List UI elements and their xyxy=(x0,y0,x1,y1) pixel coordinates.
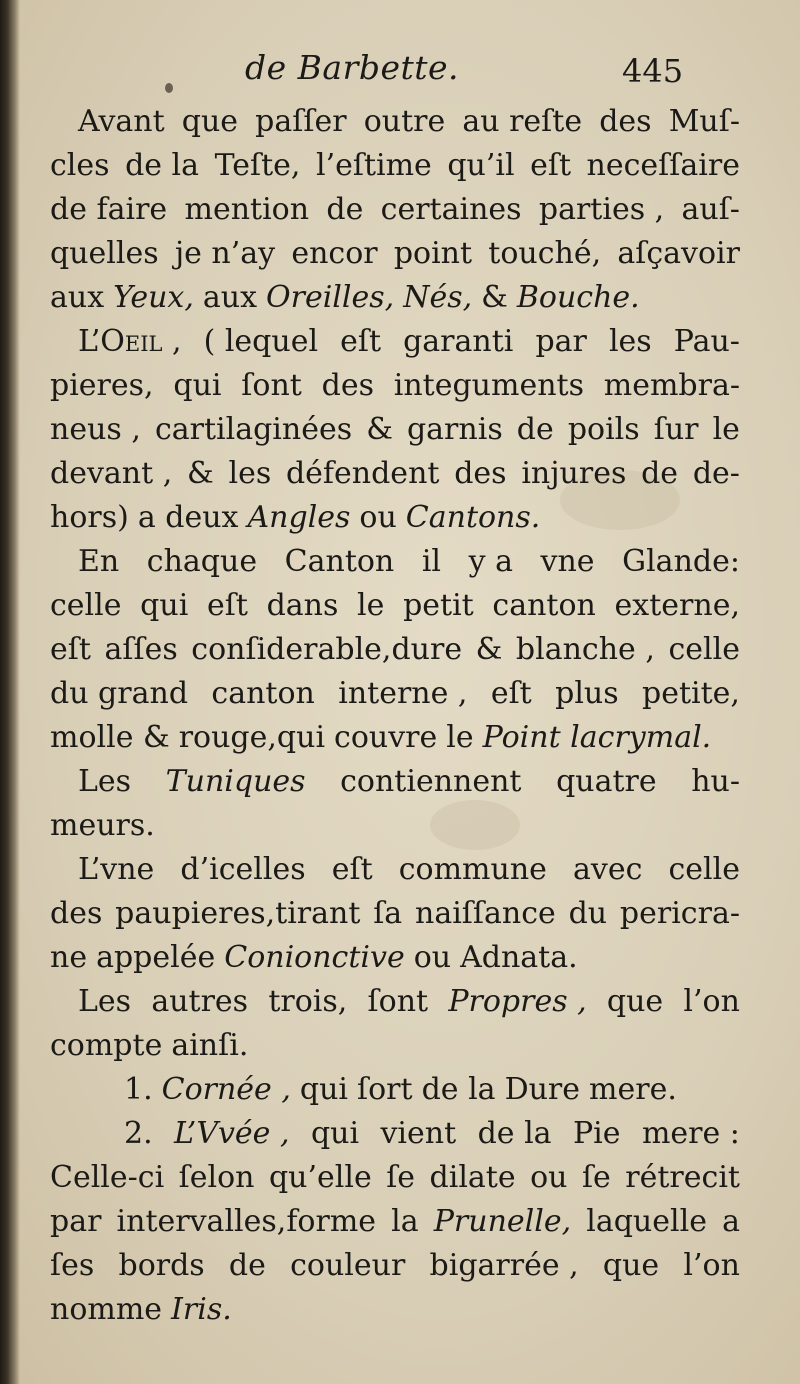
word: L’vne xyxy=(78,852,155,887)
word: externe, xyxy=(614,588,740,623)
word: parties , xyxy=(538,192,665,227)
word: auſ- xyxy=(681,192,740,227)
text-line xyxy=(50,804,740,848)
word: couleur xyxy=(290,1248,406,1283)
word: ſe xyxy=(386,1160,416,1195)
word: contiennent xyxy=(340,764,522,799)
italic-word: Conionctive xyxy=(224,940,405,975)
word: neceſſaire xyxy=(586,148,740,183)
word: a deux xyxy=(137,500,239,535)
word: la xyxy=(391,1204,419,1239)
word: ſur xyxy=(653,412,699,447)
word: qui xyxy=(299,1072,349,1107)
text-line xyxy=(50,1112,740,1156)
word: de xyxy=(326,192,364,227)
italic-word: Cantons. xyxy=(405,500,541,535)
word: Les xyxy=(78,764,132,799)
word: canton xyxy=(492,588,596,623)
word: devant , xyxy=(50,456,173,491)
running-head: de Barbette. xyxy=(245,48,460,87)
word: ſont xyxy=(367,984,429,1019)
word: avec xyxy=(572,852,643,887)
word: & xyxy=(475,632,503,667)
word: molle & xyxy=(50,720,170,755)
word: défendent xyxy=(285,456,440,491)
word: touché, xyxy=(488,236,602,271)
word: neus , xyxy=(50,412,141,447)
word: couvre xyxy=(334,720,438,755)
word: aux xyxy=(50,280,105,315)
word: poils xyxy=(567,412,640,447)
text-line xyxy=(50,628,740,672)
word: ſont xyxy=(241,368,302,403)
small-caps-word: L’Oeil , xyxy=(78,324,182,359)
word: mention xyxy=(184,192,310,227)
word: paſſer xyxy=(255,104,347,139)
word: qu’elle xyxy=(268,1160,372,1195)
word: par xyxy=(50,1204,102,1239)
word: celle xyxy=(668,632,740,667)
word: ſa xyxy=(373,896,403,931)
word: ou xyxy=(413,940,452,975)
word: l’on xyxy=(683,984,740,1019)
word: pericra- xyxy=(619,896,740,931)
word: Dure xyxy=(504,1072,581,1107)
word: bigarrée , xyxy=(429,1248,579,1283)
word: autres xyxy=(151,984,249,1019)
text-line xyxy=(50,540,740,584)
italic-word: Point lacrymal. xyxy=(482,720,712,755)
word: paupieres,tirant xyxy=(115,896,361,931)
text-line xyxy=(50,1244,740,1288)
word: mere. xyxy=(589,1072,677,1107)
text-line xyxy=(50,848,740,892)
word: qui xyxy=(310,1116,360,1151)
word: le xyxy=(712,412,740,447)
word: ſe xyxy=(581,1160,611,1195)
word: appelée xyxy=(96,940,216,975)
word: pieres, xyxy=(50,368,154,403)
word: quatre xyxy=(556,764,657,799)
word: blanche , xyxy=(515,632,655,667)
word: du xyxy=(568,896,608,931)
text-line xyxy=(50,100,740,144)
word: que xyxy=(181,104,239,139)
word: ( lequel xyxy=(203,324,319,359)
word: vient xyxy=(380,1116,457,1151)
word: de la xyxy=(125,148,200,183)
word: hu- xyxy=(691,764,740,799)
word: que xyxy=(602,1248,660,1283)
ink-dot xyxy=(165,83,173,93)
text-line xyxy=(50,1288,740,1332)
italic-word: Iris. xyxy=(171,1292,232,1327)
word: garanti xyxy=(403,324,514,359)
italic-word: Tuniques xyxy=(165,764,306,799)
word: compte xyxy=(50,1028,163,1063)
word: mere : xyxy=(641,1116,740,1151)
word: membra- xyxy=(603,368,740,403)
word: l’on xyxy=(683,1248,740,1283)
word: conſiderable,dure xyxy=(191,632,463,667)
word: de la xyxy=(477,1116,552,1151)
word: laquelle xyxy=(586,1204,707,1239)
word: naiſſance xyxy=(415,896,556,931)
word: petite, xyxy=(642,676,740,711)
word: aſſes xyxy=(104,632,178,667)
text-line xyxy=(50,1068,740,1112)
word: aſçavoir xyxy=(617,236,740,271)
word: de- xyxy=(692,456,740,491)
word: dans xyxy=(266,588,339,623)
word: le xyxy=(357,588,385,623)
text-line xyxy=(50,408,740,452)
word: eſt xyxy=(340,324,382,359)
word: a xyxy=(722,1204,740,1239)
word: dilate xyxy=(429,1160,516,1195)
word: Muſ- xyxy=(668,104,740,139)
word: bords xyxy=(118,1248,205,1283)
word: rétrecit xyxy=(625,1160,740,1195)
word: qu’il xyxy=(447,148,515,183)
word: de xyxy=(228,1248,266,1283)
text-line xyxy=(50,980,740,1024)
word: Canton xyxy=(284,544,395,579)
word: celle xyxy=(668,852,740,887)
word: de xyxy=(641,456,679,491)
word: Pau- xyxy=(673,324,740,359)
word: Avant xyxy=(78,104,165,139)
italic-word: Cornée , xyxy=(161,1072,291,1107)
word: Les xyxy=(78,984,132,1019)
word: eſt xyxy=(206,588,248,623)
word: des xyxy=(50,896,103,931)
word: de xyxy=(516,412,554,447)
word: hors) xyxy=(50,500,129,535)
text-line xyxy=(50,760,740,804)
word: du grand xyxy=(50,676,189,711)
word: par xyxy=(535,324,587,359)
word: ou xyxy=(530,1160,568,1195)
word: canton xyxy=(211,676,315,711)
word: eſt xyxy=(50,632,91,667)
word: y a xyxy=(468,544,513,579)
text-line xyxy=(50,1156,740,1200)
word: commune xyxy=(398,852,547,887)
word: cartilaginées xyxy=(154,412,353,447)
word: au reſte xyxy=(462,104,583,139)
word: celle xyxy=(50,588,122,623)
word: de faire xyxy=(50,192,168,227)
word: les xyxy=(228,456,272,491)
text-line xyxy=(50,188,740,232)
word: de la xyxy=(421,1072,496,1107)
word: qui xyxy=(173,368,222,403)
word: Adnata. xyxy=(460,940,578,975)
italic-word: Bouche. xyxy=(516,280,640,315)
word: trois, xyxy=(268,984,348,1019)
word: ſort xyxy=(357,1072,413,1107)
word: chaque xyxy=(146,544,258,579)
word: interne , xyxy=(338,676,468,711)
word: vne xyxy=(540,544,595,579)
word: En xyxy=(78,544,120,579)
word: Celle-ci xyxy=(50,1160,165,1195)
word: ou xyxy=(359,500,397,535)
word: & xyxy=(481,280,508,315)
word: des xyxy=(454,456,507,491)
word: Teſte, xyxy=(214,148,301,183)
word: 1. xyxy=(124,1072,153,1107)
word: il xyxy=(421,544,442,579)
text-line xyxy=(50,496,740,540)
word: Glande: xyxy=(622,544,740,579)
word: d’icelles xyxy=(180,852,306,887)
word: integuments xyxy=(393,368,584,403)
text-line xyxy=(50,276,740,320)
word: & xyxy=(366,412,393,447)
word: des xyxy=(599,104,652,139)
word: certaines xyxy=(380,192,522,227)
word: plus xyxy=(555,676,619,711)
text-line xyxy=(50,232,740,276)
word: intervalles,forme xyxy=(116,1204,377,1239)
text-line xyxy=(50,892,740,936)
word: petit xyxy=(403,588,474,623)
italic-word: Propres , xyxy=(448,984,587,1019)
binding-gutter xyxy=(0,0,20,1384)
word: rouge,qui xyxy=(178,720,326,755)
text-line xyxy=(50,320,740,364)
text-line xyxy=(50,1200,740,1244)
italic-word: Angles xyxy=(247,500,351,535)
word: & xyxy=(187,456,214,491)
italic-word: Nés, xyxy=(403,280,473,315)
text-line xyxy=(50,364,740,408)
word: nomme xyxy=(50,1292,163,1327)
word: l’eſtime xyxy=(315,148,432,183)
word: ainſi. xyxy=(171,1028,249,1063)
word: quelles xyxy=(50,236,159,271)
word: qui xyxy=(140,588,189,623)
page-header xyxy=(0,48,800,96)
italic-word: L’Vvée , xyxy=(174,1116,290,1151)
text-line xyxy=(50,584,740,628)
body-text xyxy=(50,100,740,1332)
word: Pie xyxy=(573,1116,621,1151)
word: ſes xyxy=(50,1248,95,1283)
word: les xyxy=(608,324,652,359)
word: outre xyxy=(363,104,446,139)
word: que xyxy=(606,984,664,1019)
text-line xyxy=(50,144,740,188)
word: point xyxy=(393,236,473,271)
word: injures xyxy=(521,456,627,491)
italic-word: Oreilles, xyxy=(266,280,395,315)
page-number: 445 xyxy=(622,52,684,90)
word: encor xyxy=(291,236,378,271)
italic-word: Prunelle, xyxy=(433,1204,572,1239)
text-line xyxy=(50,672,740,716)
text-line xyxy=(50,1024,740,1068)
word: eſt xyxy=(530,148,572,183)
word: garnis xyxy=(406,412,503,447)
italic-word: Yeux, xyxy=(113,280,194,315)
word: des xyxy=(321,368,374,403)
word: ſelon xyxy=(178,1160,255,1195)
word: je n’ay xyxy=(174,236,276,271)
word: 2. xyxy=(124,1116,153,1151)
word: meurs. xyxy=(50,808,155,843)
text-line xyxy=(50,936,740,980)
text-line xyxy=(50,716,740,760)
word: le xyxy=(446,720,474,755)
word: aux xyxy=(202,280,258,315)
text-line xyxy=(50,452,740,496)
word: eſt xyxy=(490,676,532,711)
word: cles xyxy=(50,148,110,183)
word: ne xyxy=(50,940,88,975)
word: eſt xyxy=(331,852,373,887)
